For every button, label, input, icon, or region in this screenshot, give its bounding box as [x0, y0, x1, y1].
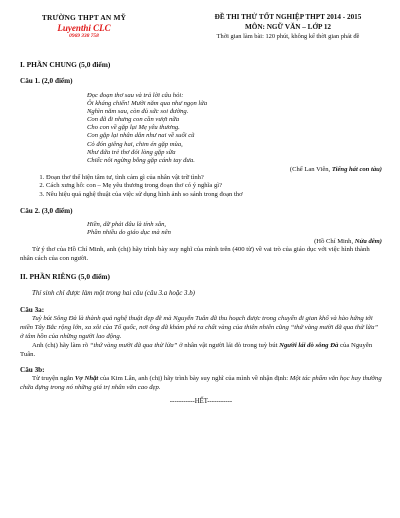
poem-line: Cỏ đón giêng hai, chim én gặp mùa, [87, 140, 183, 148]
q3b-body [20, 375, 382, 393]
q1-title: Câu 1. (2,0 điểm) [20, 77, 73, 85]
q3a-task [20, 342, 382, 360]
poem-line: Như đứa trẻ thơ đói lòng gặp sữa [87, 148, 176, 156]
q3a-title: Câu 3a: [20, 306, 45, 315]
q3b-line-pre: Từ truyện ngắn [32, 374, 74, 382]
q3b-title: Câu 3b: [20, 365, 45, 374]
q2-poem [87, 221, 382, 237]
q3a-work: Người lái đò sông Đà [279, 341, 339, 349]
q2-source-author: (Hồ Chí Minh, [314, 238, 354, 246]
q1-source-author: (Chế Lan Viên, [289, 165, 331, 173]
poem-line: Chiếc nôi ngừng bỗng gặp cánh tay đưa. [87, 156, 195, 164]
q3a-work-post: của Nguyễn Tuân. [20, 341, 373, 358]
school-name: TRƯỜNG THPT AN MỸ [41, 13, 127, 22]
exam-time: Thời gian làm bài: 120 phút, không kể thời gian phát đề [216, 33, 360, 40]
poem-line: Cho con về gặp lại Mẹ yêu thương. [87, 124, 180, 132]
poem-line: Phần nhiều do giáo dục mà nên [87, 229, 171, 237]
q1-question: 3. Nêu hiệu quả nghệ thuật của việc sử dụng hình ảnh so sánh trong đoạn thơ [46, 191, 382, 199]
poem-line: Nghìn năm sau, còn đủ sức soi đường. [87, 108, 189, 116]
part2-note: Thí sinh chỉ được làm một trong hai câu (câu 3.a hoặc 3.b) [32, 290, 195, 298]
brand-logo-text: Luyenthi CLC [57, 23, 111, 33]
poem-line: Con đã đi nhưng con cần vượt nữa [87, 116, 180, 124]
q1-questions [20, 174, 382, 199]
q2-source [20, 237, 382, 246]
exam-header [0, 13, 400, 53]
poem-line: Ôi kháng chiến! Mười năm qua như ngọn lửa [87, 100, 208, 108]
brand-phone: 0969 338 758 [69, 33, 99, 39]
part1-title: I. PHẦN CHUNG (5,0 điểm) [20, 60, 111, 69]
exam-title: ĐỀ THI THỬ TỐT NGHIỆP THPT 2014 - 2015 [214, 13, 362, 21]
exam-subject: MÔN: NGỮ VĂN – LỚP 12 [244, 23, 332, 31]
q1-source [20, 165, 382, 174]
q3b-statement: Một tác phẩm văn học hay thường chứa đựng trong nó những giá trị nhân văn cao đẹp. [20, 374, 382, 391]
q2-title: Câu 2. (3,0 điểm) [20, 207, 73, 216]
school-block [14, 13, 154, 39]
q2-body: Từ ý thơ của Hồ Chí Minh, anh (chị) hãy trình bày suy nghĩ của mình trên (400 từ) về vai trò của giáo dục với việc hình thành nhân cách của con người. [20, 246, 370, 263]
part2-title: II. PHẦN RIÊNG (5,0 điểm) [20, 272, 110, 282]
exam-end-marker: -----------HẾT----------- [169, 398, 233, 406]
q1-question: 2. Cách xưng hô: con – Mẹ yêu thương trong đoạn thơ có ý nghĩa gì? [46, 182, 382, 190]
q1-intro: Đọc đoạn thơ sau và trả lời câu hỏi: [87, 92, 184, 99]
q3a-task-quote: “thứ vàng mười đã qua thử lửa” [89, 341, 178, 349]
exam-info-block [176, 13, 400, 40]
q3a-quote: Tuỳ bút Sông Đà là thành quả nghệ thuật đẹp đẽ mà Nguyễn Tuân đã thu hoạch được trong chuyến đi gian khổ và hào hứng tới miền Tây Bắc rộng lớn, xa xôi của Tổ quốc, nơi ông đã khám phá ra chất vàng của thiên nhiên cũng “thứ vàng mười đã qua thử lửa” ở tâm hồn của những người lao động. [20, 315, 379, 340]
q3a-task-pre: Anh (chị) hãy làm rõ [32, 341, 89, 349]
q1-question: 1. Đoạn thơ thể hiện tâm tư, tình cảm gì của nhân vật trữ tình? [46, 174, 382, 182]
q3a-task-post: ở nhân vật người lái đò trong tuỳ bút [179, 341, 278, 349]
poem-line: Hiền, dữ phải đâu là tính sẵn, [87, 221, 167, 229]
q1-poem [87, 92, 382, 165]
exam-content [20, 60, 382, 406]
q1-source-work: Tiếng hát con tàu) [331, 165, 382, 173]
q3b-line-mid: của Kim Lân, anh (chị) hãy trình bày suy nghĩ của mình về nhận định: [99, 374, 289, 382]
q2-source-work: Nửa đêm) [354, 238, 382, 246]
poem-line: Con gặp lại nhân dân như nai về suối cũ [87, 132, 195, 140]
q3b-work: Vợ Nhặt [74, 374, 99, 382]
